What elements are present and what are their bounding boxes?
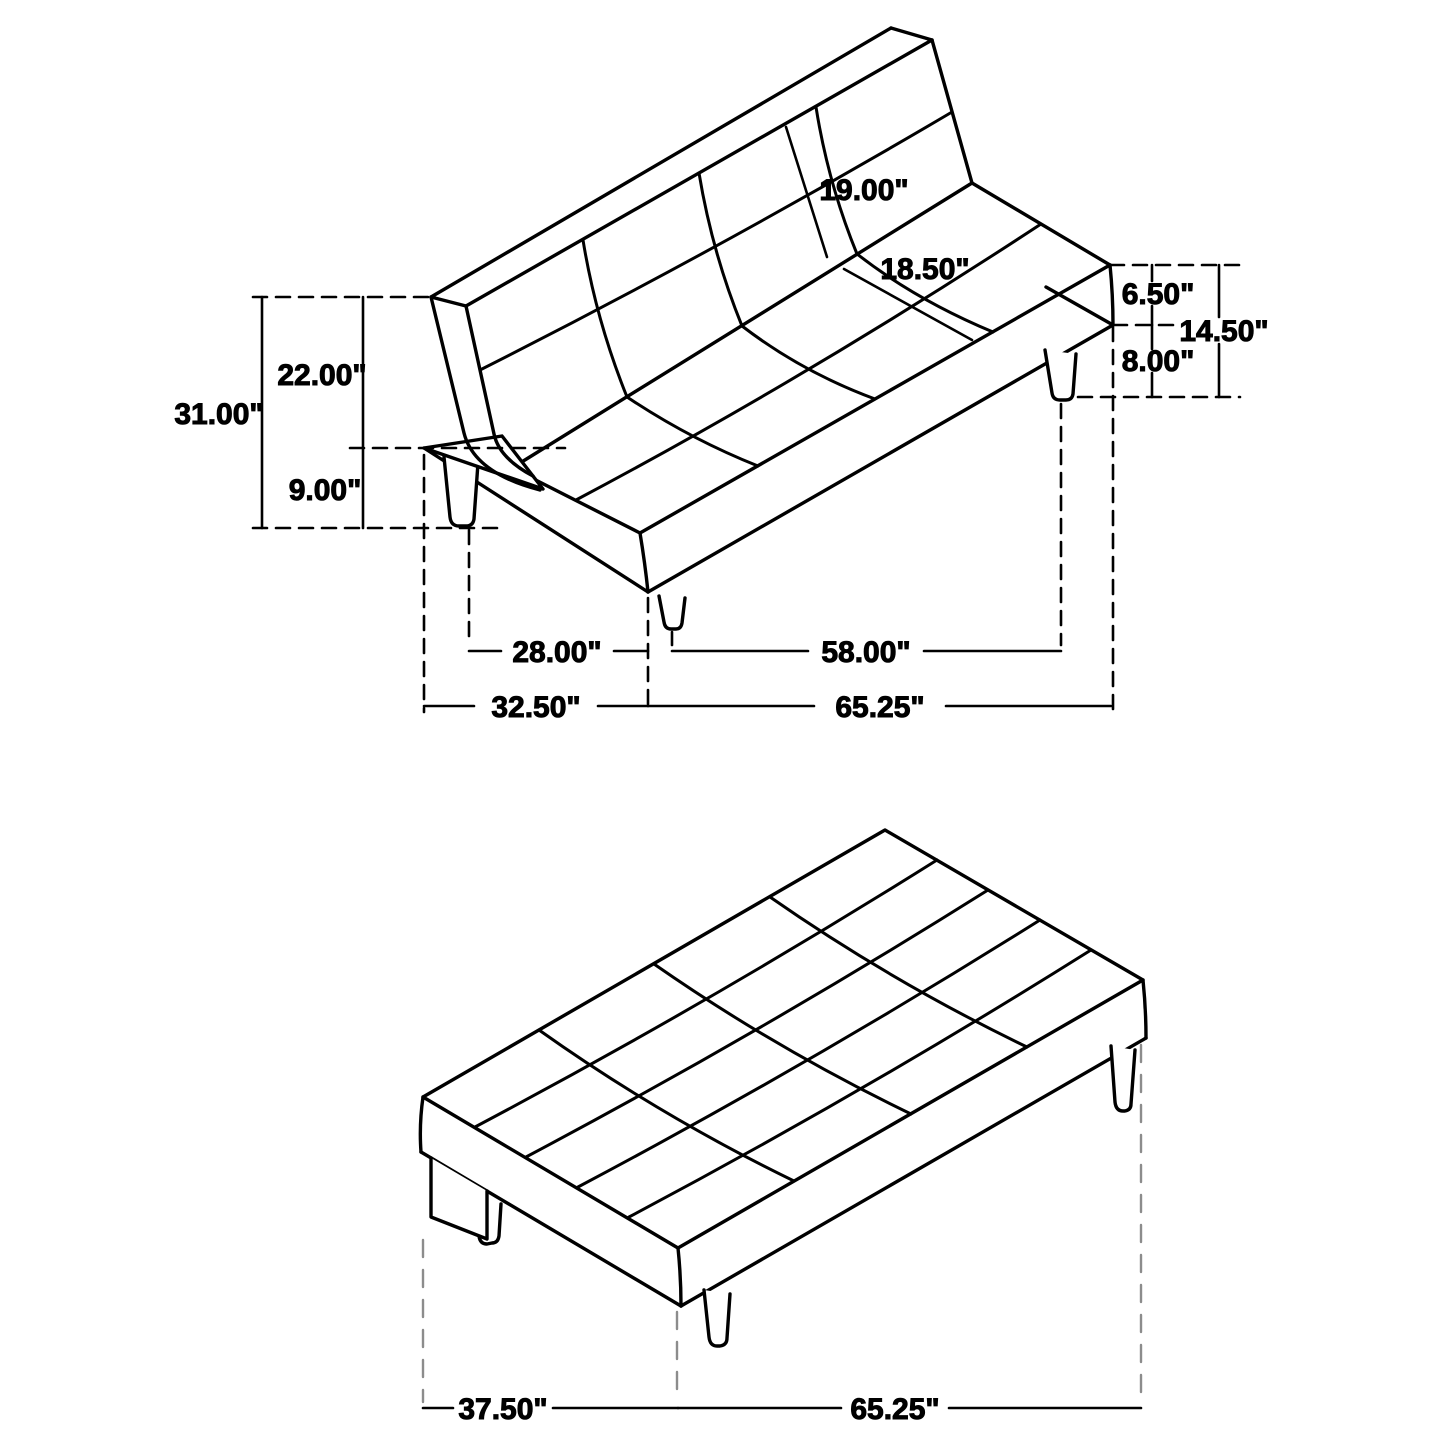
back-tuft-seam-2 bbox=[699, 173, 742, 326]
seat-lengthwise-seam bbox=[576, 224, 1041, 500]
dimension-label-800: 8.00" bbox=[1121, 345, 1195, 378]
frame-right-corner bbox=[1110, 265, 1113, 325]
dimension-label-650: 6.50" bbox=[1121, 278, 1195, 311]
dimension-label-6525-sofa: 65.25" bbox=[835, 691, 925, 724]
bed-leg-right bbox=[1111, 1046, 1135, 1111]
bed-mattress bbox=[420, 830, 1146, 1306]
mattress-left-corner-edge bbox=[420, 1097, 423, 1152]
back-ridge-outer bbox=[431, 28, 891, 297]
bed-support-bracket bbox=[431, 1158, 487, 1239]
bed-configuration-drawing bbox=[420, 830, 1146, 1426]
dimension-label-seat-depth: 18.50" bbox=[880, 253, 970, 286]
dimension-label-backrest-height: 22.00" bbox=[277, 359, 367, 392]
sofa-leg-right bbox=[1045, 350, 1076, 400]
frame-right-bottom-edge bbox=[1046, 287, 1113, 325]
frame-front-bottom-edge bbox=[648, 325, 1113, 592]
back-tuft-seam-1 bbox=[583, 240, 627, 397]
sofa-dimension-annotations bbox=[174, 127, 1268, 724]
mattress-front-corner-edge bbox=[678, 1248, 681, 1306]
dimension-label-3750-bed: 37.50" bbox=[458, 1393, 548, 1426]
seat-cross-seam-1 bbox=[627, 397, 758, 466]
back-ridge-left-thickness bbox=[431, 297, 466, 306]
sofa-seat bbox=[512, 183, 1110, 533]
dimension-label-6525-bed: 65.25" bbox=[850, 1393, 940, 1426]
sofa-configuration-drawing bbox=[174, 28, 1268, 724]
back-ridge-right-thickness bbox=[891, 28, 932, 40]
sofa-backrest bbox=[431, 28, 972, 397]
sofa-leg-rear-left bbox=[444, 457, 478, 526]
sofa-frame bbox=[424, 265, 1113, 592]
dimension-label-back-diagonal: 19.00" bbox=[819, 174, 909, 207]
dimension-label-5800: 58.00" bbox=[821, 636, 911, 669]
dimension-label-2800: 28.00" bbox=[512, 636, 602, 669]
seat-cross-seam-2 bbox=[742, 326, 875, 399]
dimension-label-overall-height: 31.00" bbox=[174, 398, 264, 431]
bed-leg-front bbox=[704, 1290, 730, 1346]
dimension-label-1450: 14.50" bbox=[1179, 315, 1269, 348]
mattress-right-corner-edge bbox=[1143, 980, 1146, 1038]
sofa-leg-front-center bbox=[659, 596, 685, 629]
mattress-top-face bbox=[423, 830, 1143, 1248]
frame-front-left-corner bbox=[640, 533, 648, 592]
dimension-label-3250: 32.50" bbox=[491, 691, 581, 724]
dimension-label-seat-height: 9.00" bbox=[288, 474, 362, 507]
